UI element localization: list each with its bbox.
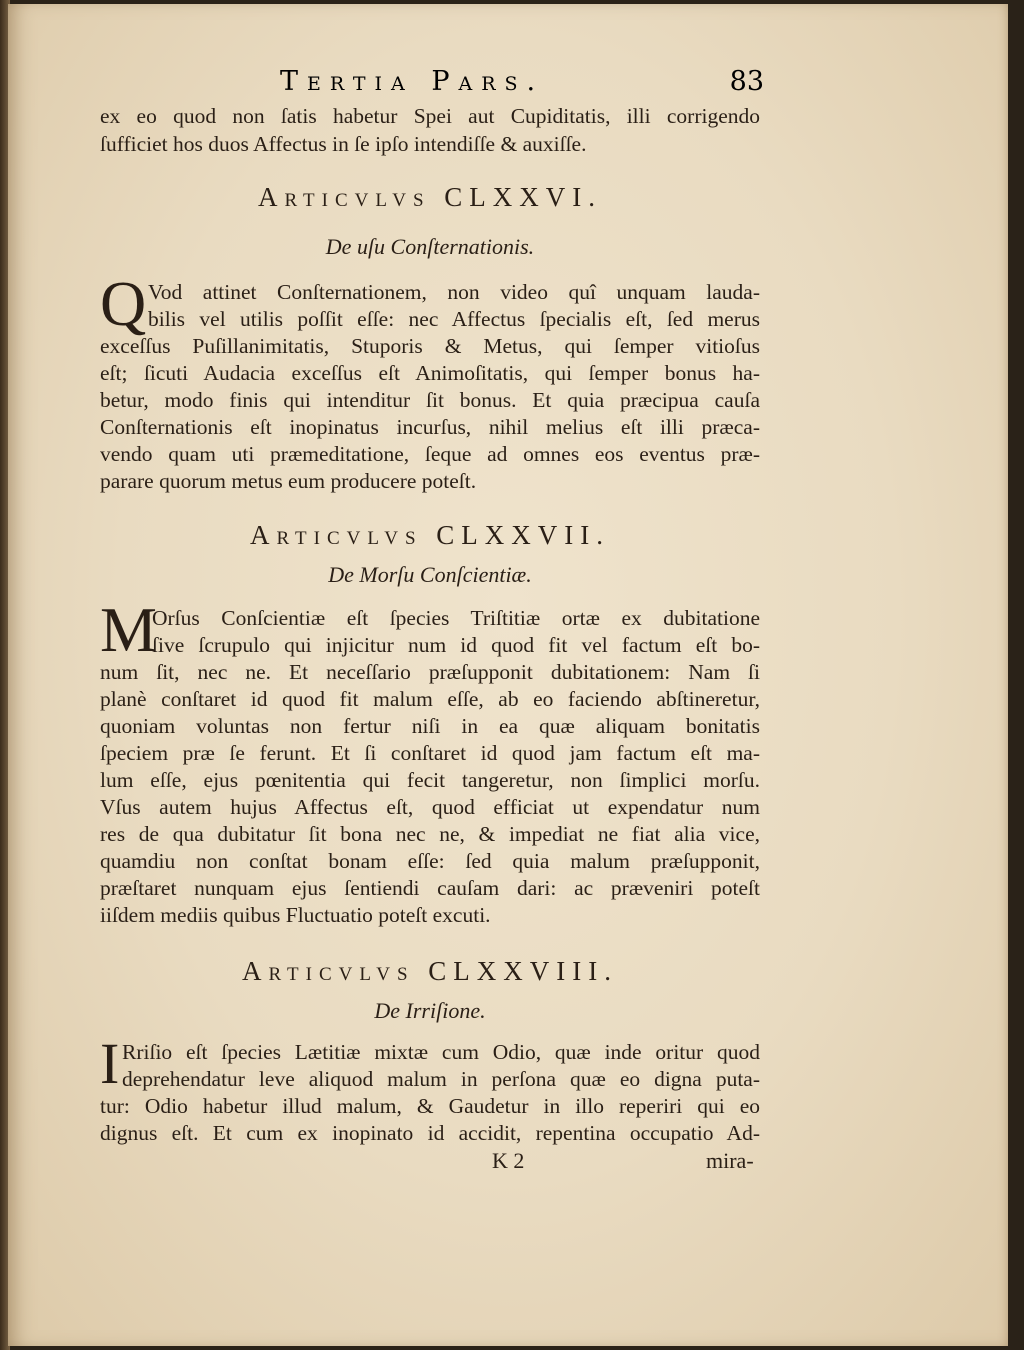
article-heading: Articvlvs CLXXVII. <box>250 520 610 550</box>
article-line: exceſſus Puſillanimitatis, Stuporis & Metus, qui ſemper vitioſus <box>100 334 760 358</box>
drop-cap: M <box>100 594 157 665</box>
page-number: 83 <box>729 66 764 97</box>
article-line: vendo quam uti præmeditatione, ſeque ad omnes eos eventus præ- <box>100 442 760 466</box>
article-line: deprehendatur leve aliquod malum in perſona quæ eo digna puta- <box>122 1067 760 1091</box>
catchword: mira- <box>706 1148 754 1173</box>
article-line: lum eſſe, ejus pœnitentia qui fecit tangeretur, non ſimplici morſu. <box>100 768 760 792</box>
article-heading: Articvlvs CLXXVI. <box>258 182 602 212</box>
article-line: betur, modo finis qui intenditur ſit bonus. Et quia præcipua cauſa <box>100 388 760 412</box>
article-line: bilis vel utilis poſſit eſſe: nec Affectus ſpecialis eſt, ſed merus <box>148 307 760 331</box>
article-line: iiſdem mediis quibus Fluctuatio poteſt excuti. <box>100 903 491 927</box>
article-line: ſpeciem præ ſe ferunt. Et ſi conſtaret id quod jam factum eſt ma- <box>100 741 760 765</box>
article-line: Conſternationis eſt inopinatus incurſus, nihil melius eſt illi præca- <box>100 415 760 439</box>
article-line: Vſus autem hujus Affectus eſt, quod efficiat ut expendatur num <box>100 795 760 819</box>
article-line: quamdiu non conſtat bonam eſſe: ſed quia malum præſupponit, <box>100 849 760 873</box>
drop-cap: Q <box>100 268 147 339</box>
article-line: Rriſio eſt ſpecies Lætitiæ mixtæ cum Odio, quæ inde oritur quod <box>122 1040 760 1064</box>
article-line: Orſus Conſcientiæ eſt ſpecies Triſtitiæ ortæ ex dubitatione <box>152 606 760 630</box>
article-line: quoniam voluntas non fertur niſi in ea quæ aliquam bonitatis <box>100 714 760 738</box>
intro-line: ſufficiet hos duos Affectus in ſe ipſo intendiſſe & auxiſſe. <box>100 132 587 156</box>
running-head <box>100 66 764 100</box>
article-line: Vod attinet Conſternationem, non video quî unquam lauda- <box>148 280 760 304</box>
article-line: præſtaret nunquam ejus ſentiendi cauſam dari: ac præveniri poteſt <box>100 876 760 900</box>
article-line: tur: Odio habetur illud malum, & Gaudetur in illo reperiri qui eo <box>100 1094 760 1118</box>
article-line: eſt; ſicuti Audacia exceſſus eſt Animoſitatis, qui ſemper bonus ha- <box>100 361 760 385</box>
intro-line: ex eo quod non ſatis habetur Spei aut Cupiditatis, illi corrigendo <box>100 104 760 128</box>
running-head-title: Tertia Pars. <box>280 66 545 97</box>
article-line: num ſit, nec ne. Et neceſſario præſupponit dubitationem: Nam ſi <box>100 660 760 684</box>
article-line: parare quorum metus eum producere poteſt. <box>100 469 477 493</box>
signature-mark: K 2 <box>492 1148 525 1173</box>
article-subheading: De Irriſione. <box>374 998 486 1023</box>
drop-cap: I <box>100 1031 120 1096</box>
article-line: planè conſtaret id quod fit malum eſſe, ab eo faciendo abſtineretur, <box>100 687 760 711</box>
article-heading: Articvlvs CLXXVIII. <box>242 956 618 986</box>
article-line: dignus eſt. Et cum ex inopinato id accidit, repentina occupatio Ad- <box>100 1121 760 1145</box>
article-line: res de qua dubitatur ſit bona nec ne, & impediat ne fiat alia vice, <box>100 822 760 846</box>
article-subheading: De Morſu Conſcientiæ. <box>328 562 532 587</box>
article-line: ſive ſcrupulo qui injicitur num id quod fit vel factum eſt bo- <box>152 633 760 657</box>
article-subheading: De uſu Conſternationis. <box>325 234 535 259</box>
